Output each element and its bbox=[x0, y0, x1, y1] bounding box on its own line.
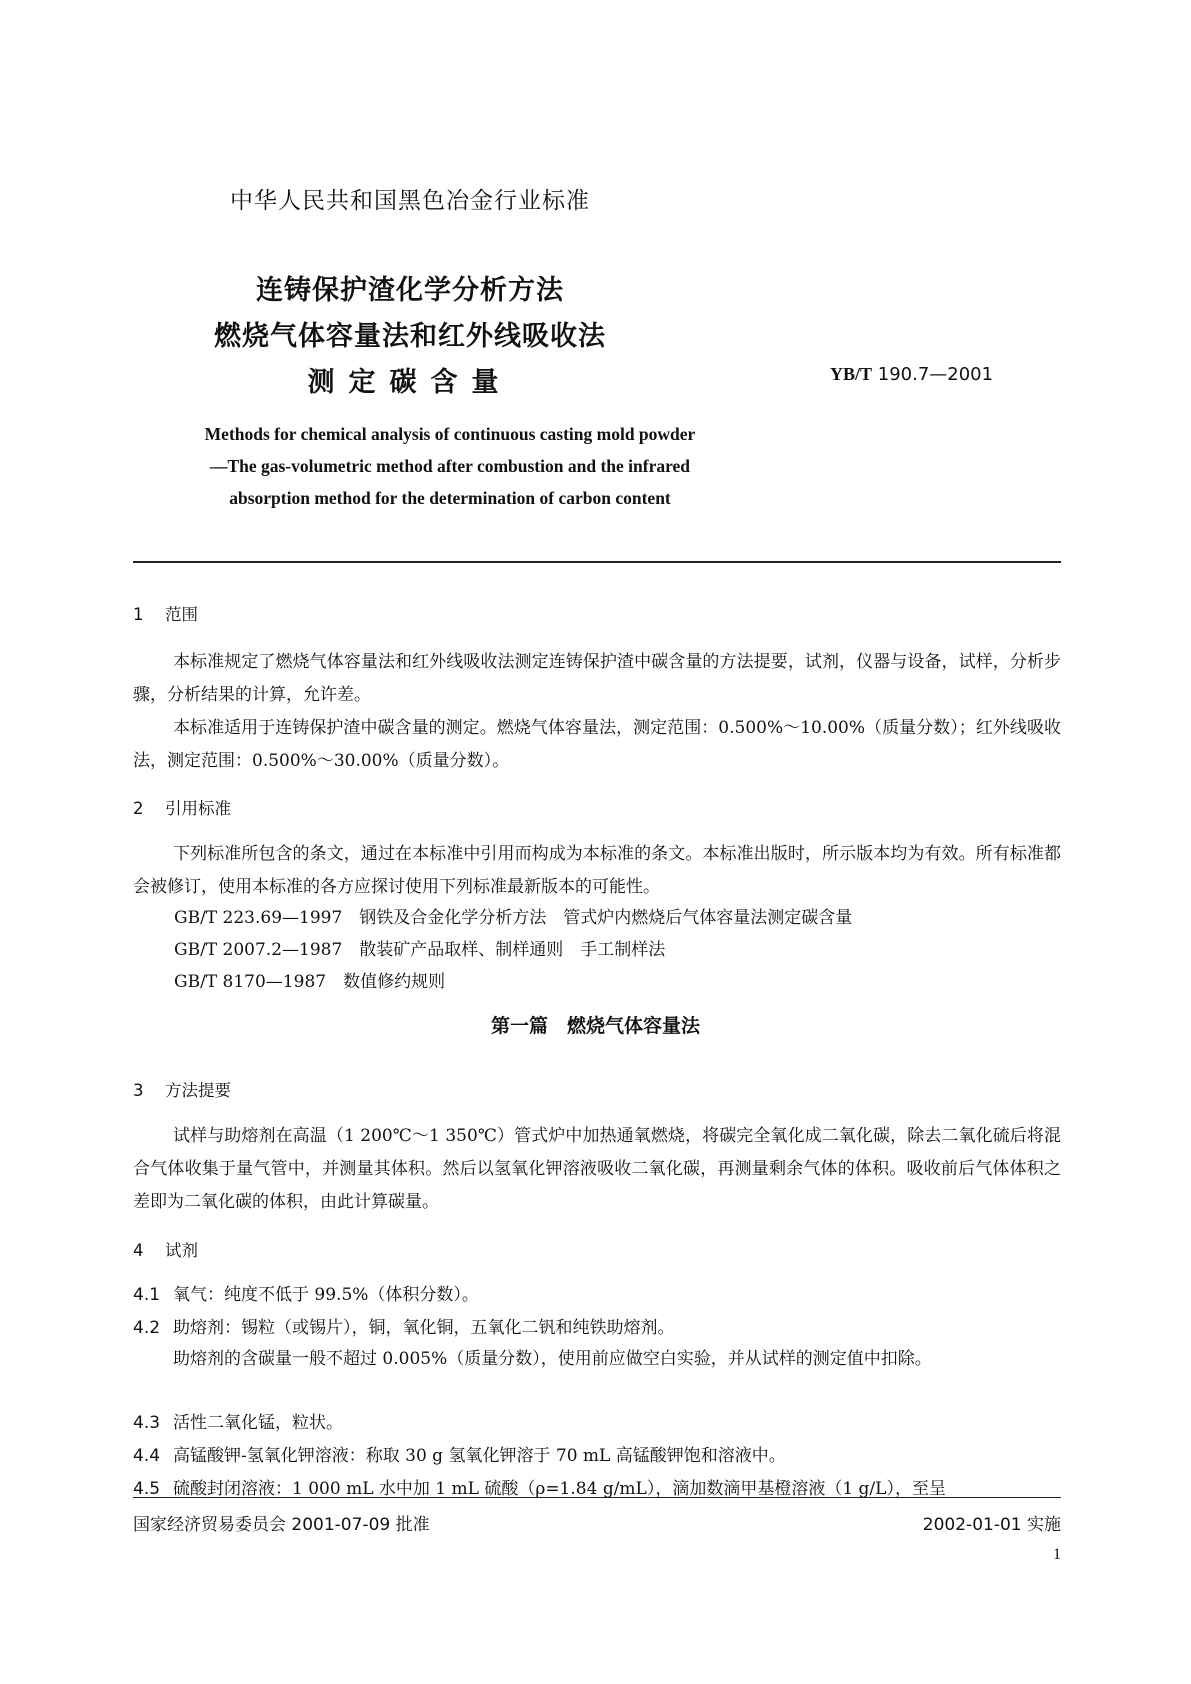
section-title: 方法提要 bbox=[165, 1081, 231, 1100]
page-number: 1 bbox=[1053, 1546, 1061, 1563]
reference-item: GB/T 2007.2—1987 散装矿产品取样、制样通则 手工制样法 bbox=[174, 940, 666, 960]
reagent-item bbox=[133, 1408, 343, 1433]
item-number: 4.4 bbox=[133, 1446, 161, 1466]
section-title: 引用标准 bbox=[165, 799, 231, 818]
item-number: 4.2 bbox=[133, 1318, 161, 1338]
section-3-paragraph: 试样与助熔剂在高温（1 200℃～1 350℃）管式炉中加热通氧燃烧，将碳完全氧化成二氧化碳，除去二氧化硫后将混合气体收集于量气管中，并测量其体积。然后以氢氧化钾溶液吸收二氧化碳，再测量剩余气体的体积。吸收前后气体体积之差即为二氧化碳的体积，由此计算碳量。 bbox=[133, 1126, 1061, 1212]
standard-code-number: 190.7—2001 bbox=[877, 364, 994, 385]
item-text: 助熔剂：锡粒（或锡片），铜，氧化铜，五氧化二钒和纯铁助熔剂。 bbox=[173, 1318, 675, 1338]
approval-note: 国家经济贸易委员会 2001-07-09 批准 bbox=[133, 1515, 430, 1535]
reference-item: GB/T 8170—1987 数值修约规则 bbox=[174, 972, 446, 992]
item-number: 4.3 bbox=[133, 1413, 161, 1433]
english-title-line-2: —The gas-volumetric method after combustion and the infrared bbox=[209, 456, 691, 476]
reagent-item bbox=[133, 1313, 675, 1338]
section-number: 3 bbox=[133, 1081, 144, 1100]
section-1-paragraph-2: 本标准适用于连铸保护渣中碳含量的测定。燃烧气体容量法，测定范围：0.500%～10.00%（质量分数）；红外线吸收法，测定范围：0.500%～30.00%（质量分数）。 bbox=[133, 718, 1061, 771]
section-1-heading bbox=[133, 601, 198, 625]
item-text: 高锰酸钾-氢氧化钾溶液：称取 30 g 氢氧化钾溶于 70 mL 高锰酸钾饱和溶液中。 bbox=[173, 1446, 786, 1466]
section-2-paragraph: 下列标准所包含的条文，通过在本标准中引用而构成为本标准的条文。本标准出版时，所示版本均为有效。所有标准都会被修订，使用本标准的各方应探讨使用下列标准最新版本的可能性。 bbox=[133, 844, 1061, 897]
section-2-heading bbox=[133, 795, 231, 819]
section-1-paragraph-1: 本标准规定了燃烧气体容量法和红外线吸收法测定连铸保护渣中碳含量的方法提要，试剂，仪器与设备，试样，分析步骤，分析结果的计算，允许差。 bbox=[133, 652, 1061, 705]
footer-divider bbox=[133, 1497, 1061, 1498]
ministry-heading: 中华人民共和国黑色冶金行业标准 bbox=[230, 188, 590, 214]
standard-code-prefix: YB/T bbox=[830, 364, 873, 384]
item-text: 氧气：纯度不低于 99.5%（体积分数）。 bbox=[173, 1285, 479, 1305]
item-number: 4.1 bbox=[133, 1285, 161, 1305]
part-1-title: 第一篇 燃烧气体容量法 bbox=[490, 1015, 700, 1037]
section-4-heading bbox=[133, 1237, 198, 1261]
item-text: 活性二氧化锰，粒状。 bbox=[173, 1413, 343, 1433]
section-title: 试剂 bbox=[165, 1241, 198, 1260]
effective-date: 2002-01-01 实施 bbox=[922, 1515, 1061, 1535]
section-number: 1 bbox=[133, 605, 144, 624]
section-3-heading bbox=[133, 1077, 231, 1101]
header-divider bbox=[133, 561, 1061, 563]
standard-code bbox=[830, 364, 993, 385]
reagent-item bbox=[133, 1474, 1061, 1499]
english-title-line-3: absorption method for the determination of carbon content bbox=[229, 488, 671, 508]
section-number: 2 bbox=[133, 799, 144, 818]
reference-item: GB/T 223.69—1997 钢铁及合金化学分析方法 管式炉内燃烧后气体容量法测定碳含量 bbox=[174, 908, 853, 928]
reagent-note: 助熔剂的含碳量一般不超过 0.005%（质量分数），使用前应做空白实验，并从试样的测定值中扣除。 bbox=[173, 1349, 932, 1369]
title-line-3: 测定碳含量 bbox=[307, 367, 513, 398]
item-number: 4.5 bbox=[133, 1479, 161, 1499]
title-line-2: 燃烧气体容量法和红外线吸收法 bbox=[214, 321, 606, 352]
item-text: 硫酸封闭溶液：1 000 mL 水中加 1 mL 硫酸（ρ=1.84 g/mL），滴加数滴甲基橙溶液（1 g/L），至呈 bbox=[173, 1479, 946, 1499]
english-title-line-1: Methods for chemical analysis of continuous casting mold powder bbox=[204, 424, 696, 444]
section-number: 4 bbox=[133, 1241, 144, 1260]
reagent-item bbox=[133, 1441, 786, 1466]
section-title: 范围 bbox=[165, 605, 198, 624]
title-line-1: 连铸保护渣化学分析方法 bbox=[256, 275, 564, 306]
reagent-item bbox=[133, 1280, 479, 1305]
